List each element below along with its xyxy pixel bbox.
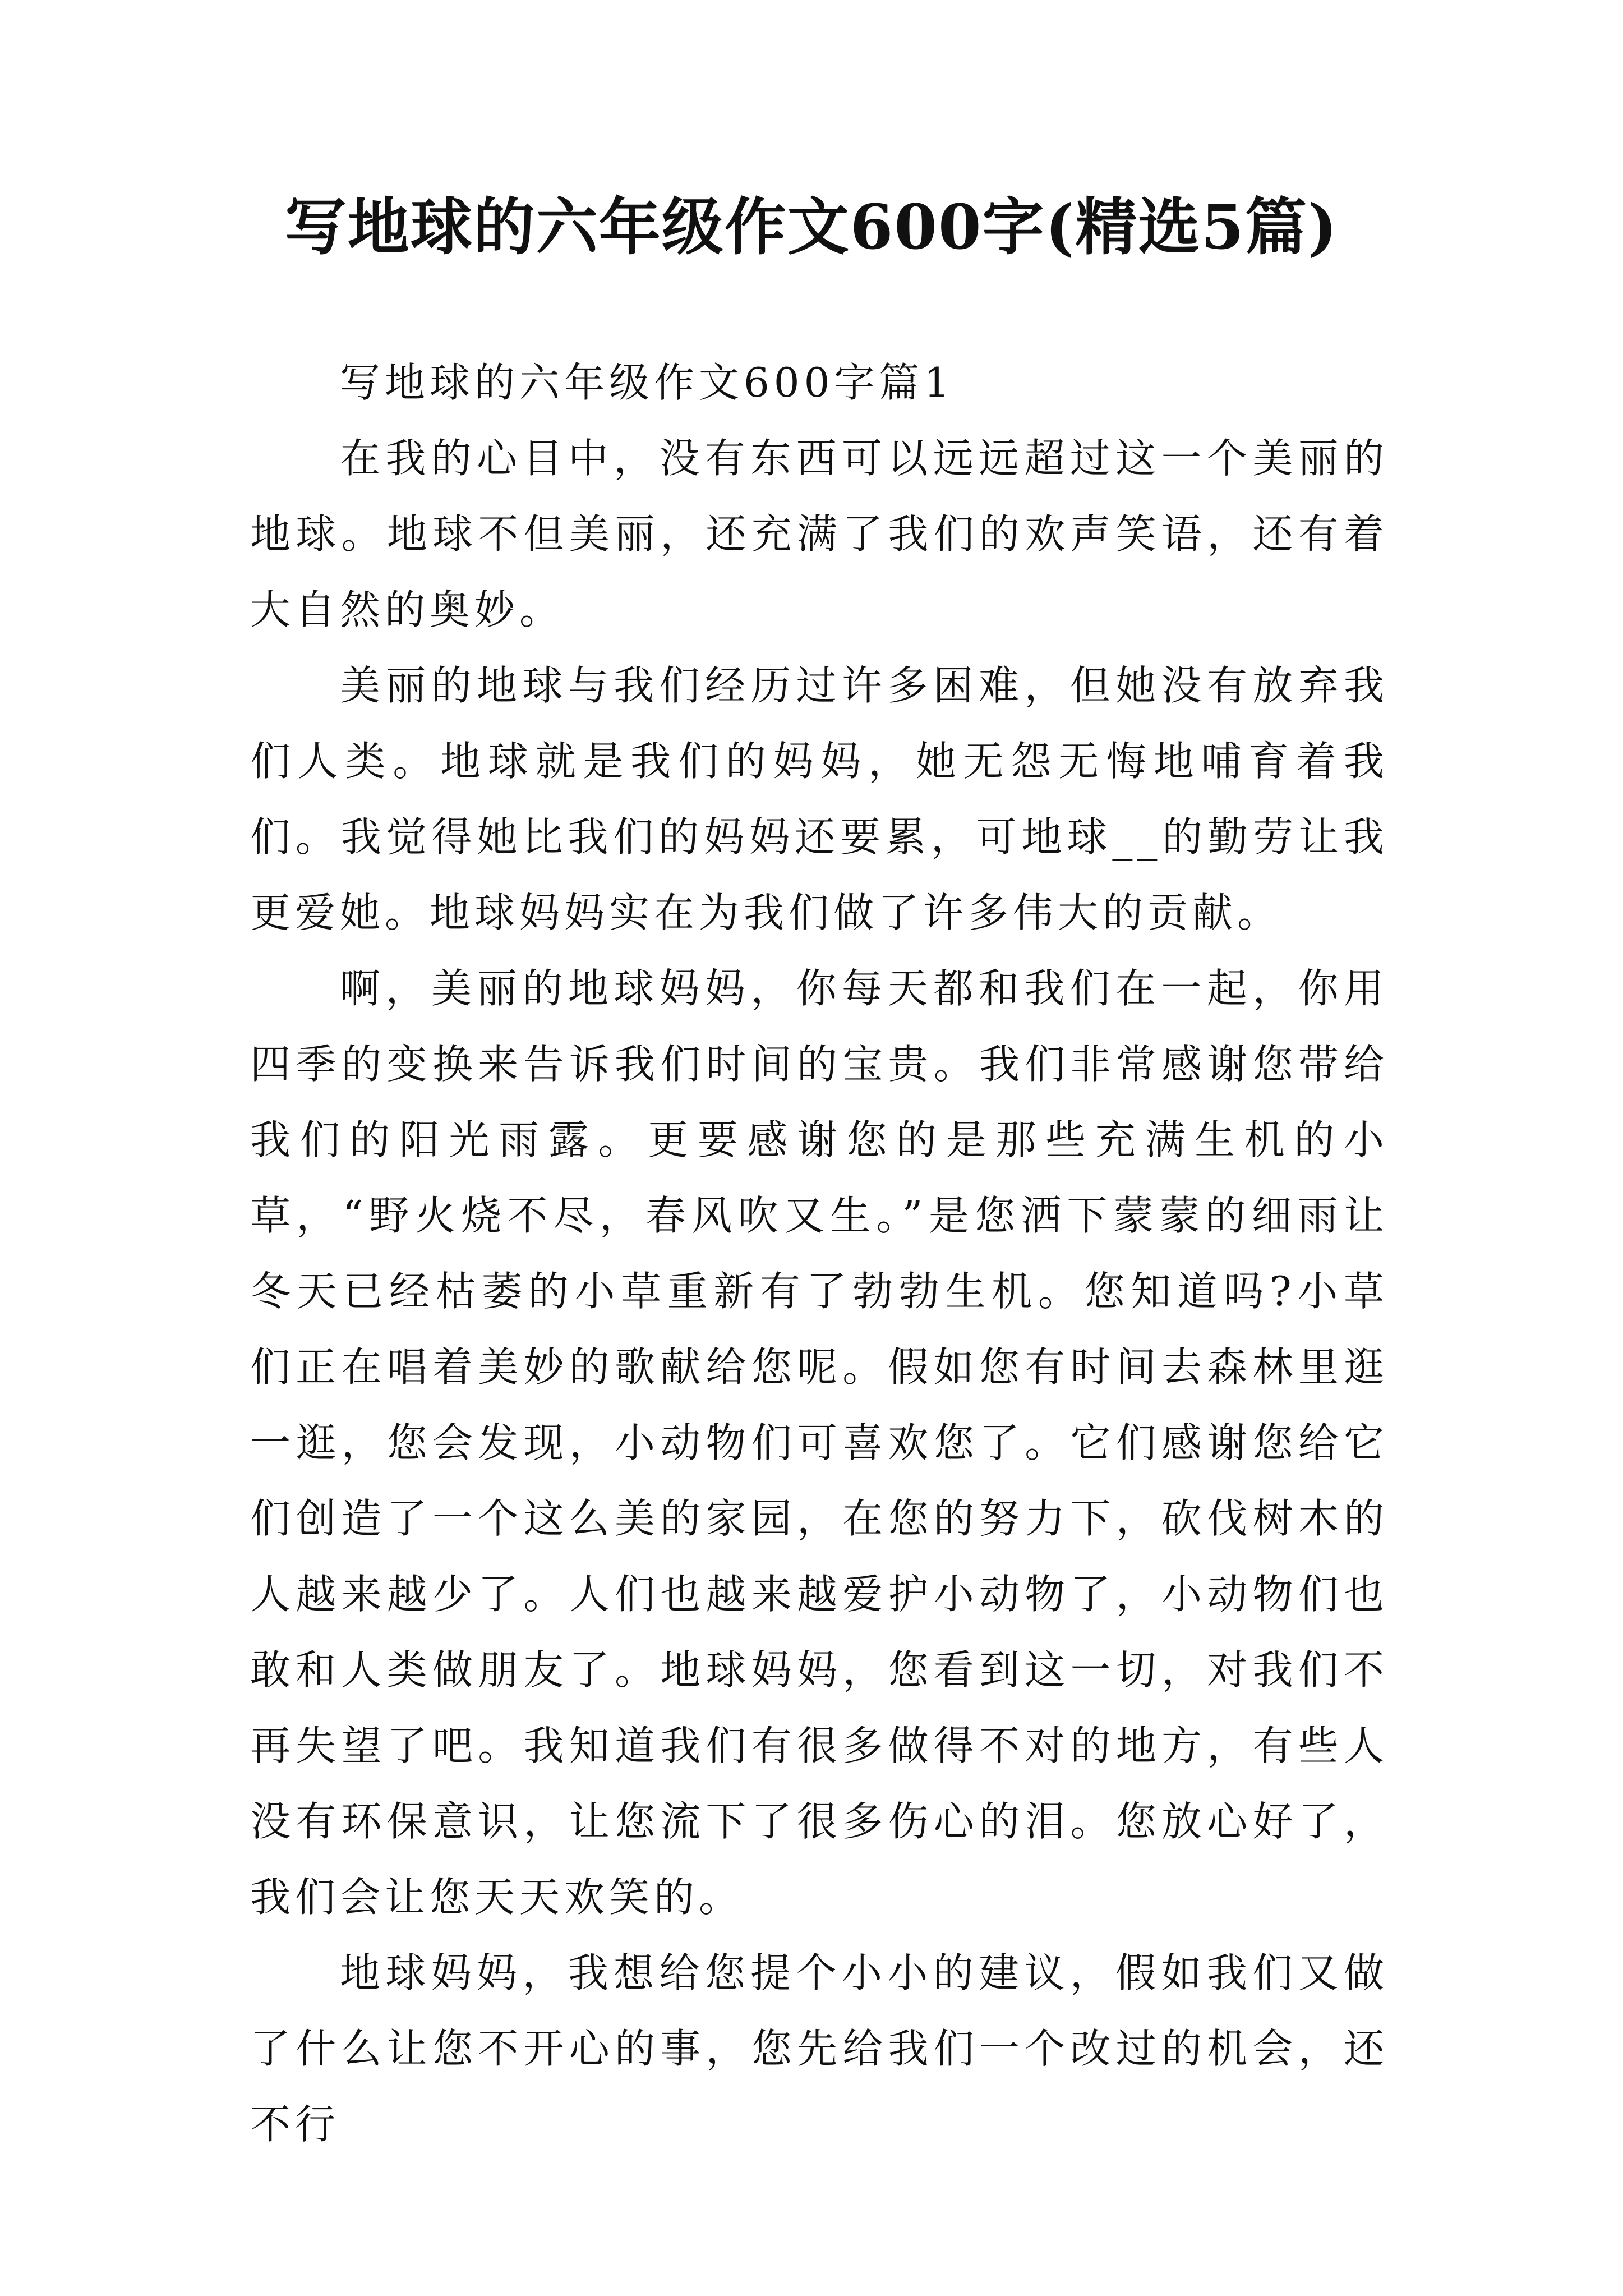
document-title: 写地球的六年级作文600字(精选5篇): [284, 191, 1339, 263]
paragraph: 美丽的地球与我们经历过许多困难，但她没有放弃我们人类。地球就是我们的妈妈，她无怨无悔地哺育着我们。我觉得她比我们的妈妈还要累，可地球__的勤劳让我更爱她。地球妈妈实在为我们做了许多伟大的贡献。: [250, 662, 1389, 936]
section-heading: 写地球的六年级作文600字篇1: [340, 359, 955, 406]
document-body: [250, 345, 1389, 2162]
paragraph: 在我的心目中，没有东西可以远远超过这一个美丽的地球。地球不但美丽，还充满了我们的欢声笑语，还有着大自然的奥妙。: [250, 435, 1389, 633]
paragraph: 地球妈妈，我想给您提个小小的建议，假如我们又做了什么让您不开心的事，您先给我们一个改过的机会，还不行: [250, 1949, 1389, 2148]
paragraph: 啊，美丽的地球妈妈，你每天都和我们在一起，你用四季的变换来告诉我们时间的宝贵。我们非常感谢您带给我们的阳光雨露。更要感谢您的是那些充满生机的小草，“野火烧不尽，春风吹又生。”是您洒下蒙蒙的细雨让冬天已经枯萎的小草重新有了勃勃生机。您知道吗?小草们正在唱着美妙的歌献给您呢。假如您有时间去森林里逛一逛，您会发现，小动物们可喜欢您了。它们感谢您给它们创造了一个这么美的家园，在您的努力下，砍伐树木的人越来越少了。人们也越来越爱护小动物了，小动物们也敢和人类做朋友了。地球妈妈，您看到这一切，对我们不再失望了吧。我知道我们有很多做得不对的地方，有些人没有环保意识，让您流下了很多伤心的泪。您放心好了，我们会让您天天欢笑的。: [250, 965, 1389, 1921]
